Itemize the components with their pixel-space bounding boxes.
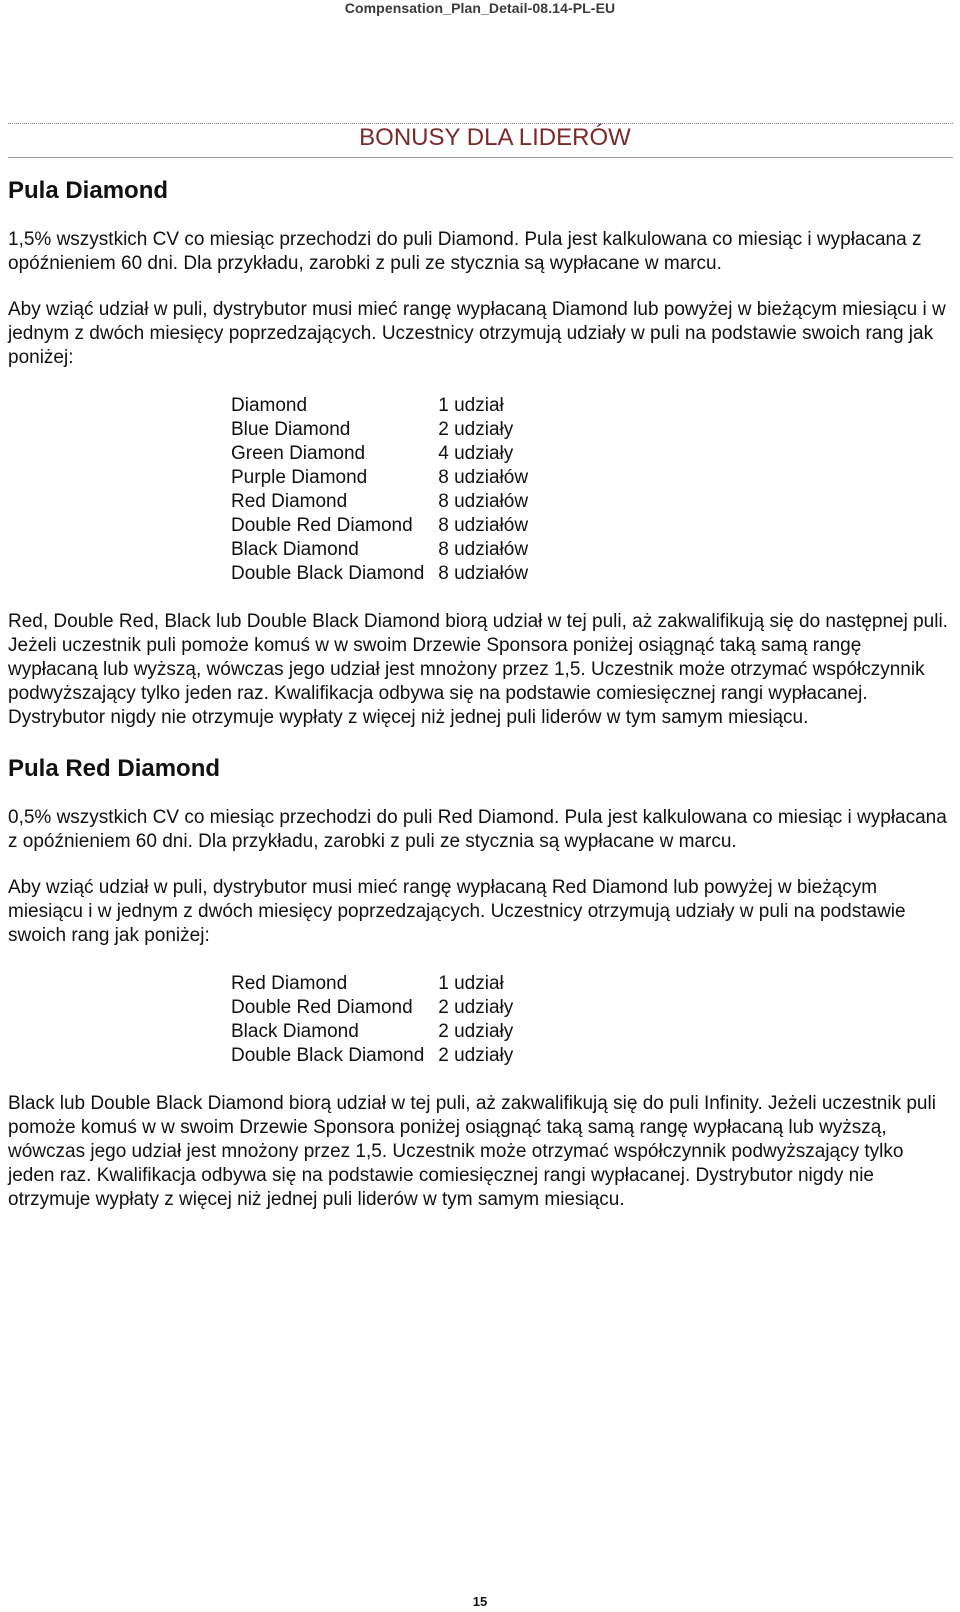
section-title: BONUSY DLA LIDERÓW <box>359 124 631 151</box>
document-id: Compensation_Plan_Detail-08.14-PL-EU <box>344 0 616 16</box>
red-diamond-pool-shares-table <box>231 972 513 1068</box>
diamond-pool-paragraph-1: 1,5% wszystkich CV co miesiąc przechodzi do puli Diamond. Pula jest kalkulowana co miesiąc i wypłacana z opóźnieniem 60 dni. Dla przykładu, zarobki z puli ze stycznia są wypłacane w marcu. <box>8 229 922 274</box>
shares-cell: 4 udziały <box>438 443 514 464</box>
table-row <box>231 972 513 996</box>
table-row <box>231 394 528 418</box>
rank-cell: Black Diamond <box>231 539 359 560</box>
table-row <box>231 442 528 466</box>
shares-cell: 1 udział <box>438 973 504 994</box>
shares-cell: 2 udziały <box>438 997 514 1018</box>
table-row <box>231 490 528 514</box>
rank-cell: Double Red Diamond <box>231 997 413 1018</box>
red-diamond-pool-paragraph-1: 0,5% wszystkich CV co miesiąc przechodzi do puli Red Diamond. Pula jest kalkulowana co miesiąc i wypłacana z opóźnieniem 60 dni. Dla przykładu, zarobki z puli ze stycznia są wypłacane w marcu. <box>8 807 947 852</box>
table-row <box>231 514 528 538</box>
shares-cell: 1 udział <box>438 395 504 416</box>
rank-cell: Diamond <box>231 395 308 416</box>
table-row <box>231 996 513 1020</box>
rank-cell: Double Black Diamond <box>231 563 425 584</box>
shares-cell: 2 udziały <box>438 419 514 440</box>
table-row <box>231 538 528 562</box>
table-row <box>231 418 528 442</box>
diamond-pool-shares-table <box>231 394 528 586</box>
rank-cell: Double Red Diamond <box>231 515 413 536</box>
rank-cell: Red Diamond <box>231 491 348 512</box>
diamond-pool-paragraph-3: Red, Double Red, Black lub Double Black Diamond biorą udział w tej puli, aż zakwalifikują się do następnej puli. Jeżeli uczestnik puli pomoże komuś w w swoim Drzewie Sponsora poniżej osiągnąć taką samą rangę wypłacaną lub wyższą, wówczas jego udział jest mnożony przez 1,5. Uczestnik może otrzymać współczynnik podwyższający tylko jeden raz. Kwalifikacja odbywa się na podstawie comiesięcznej rangi wypłacanej. Dystrybutor nigdy nie otrzymuje wypłaty z więcej niż jednej puli liderów w tym samym miesiącu. <box>8 611 948 728</box>
shares-cell: 8 udziałów <box>438 539 529 560</box>
document-body <box>8 174 948 1212</box>
red-diamond-pool-paragraph-3: Black lub Double Black Diamond biorą udział w tej puli, aż zakwalifikują się do puli Infinity. Jeżeli uczestnik puli pomoże komuś w w swoim Drzewie Sponsora poniżej osiągnąć taką samą rangę wypłacaną lub wyższą, wówczas jego udział jest mnożony przez 1,5. Uczestnik może otrzymać współczynnik podwyższający tylko jeden raz. Kwalifikacja odbywa się na podstawie comiesięcznej rangi wypłacanej. Dystrybutor nigdy nie otrzymuje wypłaty z więcej niż jednej puli liderów w tym samym miesiącu. <box>8 1093 936 1210</box>
rank-cell: Green Diamond <box>231 443 366 464</box>
rank-cell: Black Diamond <box>231 1021 359 1042</box>
red-diamond-pool-paragraph-2: Aby wziąć udział w puli, dystrybutor musi mieć rangę wypłacaną Red Diamond lub powyżej w bieżącym miesiącu i w jednym z dwóch miesięcy poprzedzających. Uczestnicy otrzymują udziały w puli na podstawie swoich rang jak poniżej: <box>8 877 906 946</box>
table-row <box>231 1044 513 1068</box>
shares-cell: 2 udziały <box>438 1021 514 1042</box>
red-diamond-pool-heading: Pula Red Diamond <box>8 755 221 782</box>
rank-cell: Red Diamond <box>231 973 348 994</box>
rank-cell: Blue Diamond <box>231 419 351 440</box>
table-row <box>231 466 528 490</box>
diamond-pool-paragraph-2: Aby wziąć udział w puli, dystrybutor musi mieć rangę wypłacaną Diamond lub powyżej w bieżącym miesiącu i w jednym z dwóch miesięcy poprzedzających. Uczestnicy otrzymują udziały w puli na podstawie swoich rang jak poniżej: <box>8 299 946 368</box>
page-number: 15 <box>472 1594 488 1609</box>
rank-cell: Purple Diamond <box>231 467 368 488</box>
table-row <box>231 1020 513 1044</box>
shares-cell: 2 udziały <box>438 1045 514 1066</box>
rank-cell: Double Black Diamond <box>231 1045 425 1066</box>
shares-cell: 8 udziałów <box>438 491 529 512</box>
diamond-pool-heading: Pula Diamond <box>8 177 169 204</box>
section-divider <box>8 157 953 158</box>
shares-cell: 8 udziałów <box>438 563 529 584</box>
shares-cell: 8 udziałów <box>438 515 529 536</box>
table-row <box>231 562 528 586</box>
shares-cell: 8 udziałów <box>438 467 529 488</box>
